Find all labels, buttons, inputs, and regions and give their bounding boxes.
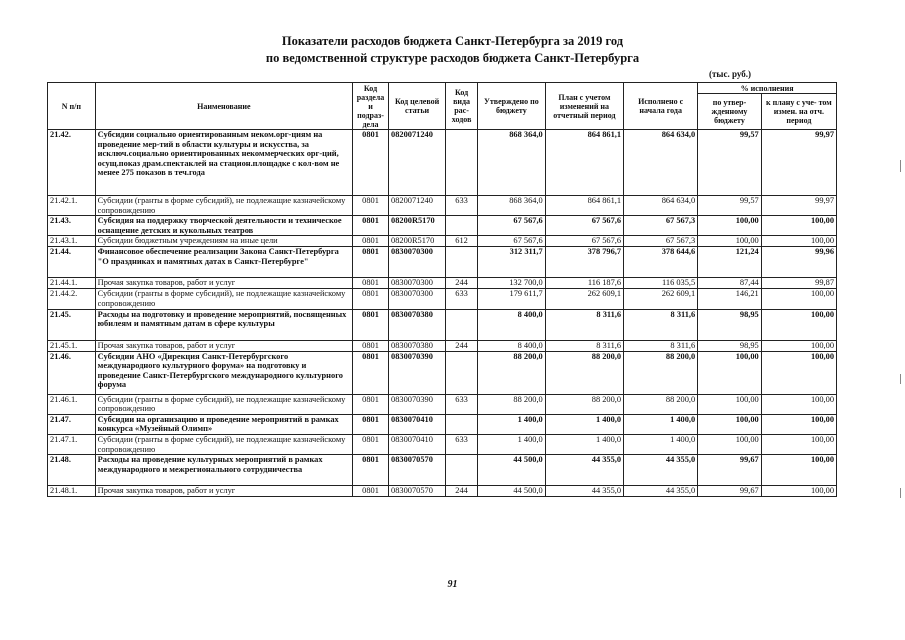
cell-section-code: 0801	[353, 434, 389, 454]
cell-approved: 44 500,0	[477, 455, 545, 486]
cell-pct-approved: 99,57	[698, 196, 762, 216]
cell-approved: 8 400,0	[477, 309, 545, 340]
cell-approved: 88 200,0	[477, 351, 545, 394]
cell-pct-approved: 100,00	[698, 236, 762, 247]
cell-section-code: 0801	[353, 394, 389, 414]
cell-name: Субсидия на поддержку творческой деятельности и техническое оснащение детских и кукольных театров	[95, 216, 352, 236]
table-row	[48, 130, 837, 196]
cell-executed: 262 609,1	[624, 289, 698, 309]
cell-pct-plan: 100,00	[761, 216, 836, 236]
cell-section-code: 0801	[353, 247, 389, 278]
cell-type-code	[446, 309, 478, 340]
table-row	[48, 289, 837, 309]
header-executed: Исполнено с начала года	[624, 83, 698, 130]
cell-section-code: 0801	[353, 455, 389, 486]
cell-section-code: 0801	[353, 289, 389, 309]
document-title	[0, 33, 905, 67]
table-body	[48, 130, 837, 497]
cell-name: Расходы на проведение культурных мероприятий в рамках международного и межрегионального сотрудничества	[95, 455, 352, 486]
cell-section-code: 0801	[353, 216, 389, 236]
cell-target-code: 0830070410	[389, 414, 446, 434]
cell-type-code: 244	[446, 486, 478, 497]
cell-type-code: 633	[446, 196, 478, 216]
cell-plan: 378 796,7	[545, 247, 623, 278]
cell-executed: 44 355,0	[624, 486, 698, 497]
cell-executed: 8 311,6	[624, 309, 698, 340]
table-row	[48, 414, 837, 434]
cell-pct-plan: 99,97	[761, 196, 836, 216]
cell-type-code	[446, 247, 478, 278]
cell-name: Прочая закупка товаров, работ и услуг	[95, 340, 352, 351]
cell-executed: 67 567,3	[624, 236, 698, 247]
cell-executed: 378 644,6	[624, 247, 698, 278]
header-type-code: Код вида рас- ходов	[446, 83, 478, 130]
units-label: (тыс. руб.)	[709, 69, 751, 79]
table-row	[48, 309, 837, 340]
cell-pct-plan: 100,00	[761, 351, 836, 394]
cell-pct-approved: 121,24	[698, 247, 762, 278]
cell-approved: 67 567,6	[477, 236, 545, 247]
table-row	[48, 216, 837, 236]
header-pct-plan: к плану с уче- том измен. на отч. период	[761, 94, 836, 130]
cell-executed: 44 355,0	[624, 455, 698, 486]
cell-approved: 44 500,0	[477, 486, 545, 497]
cell-pct-plan: 100,00	[761, 414, 836, 434]
cell-approved: 868 364,0	[477, 196, 545, 216]
cell-plan: 88 200,0	[545, 394, 623, 414]
cell-section-code: 0801	[353, 486, 389, 497]
cell-type-code	[446, 351, 478, 394]
cell-section-code: 0801	[353, 278, 389, 289]
cell-plan: 116 187,6	[545, 278, 623, 289]
cell-section-code: 0801	[353, 340, 389, 351]
cell-name: Прочая закупка товаров, работ и услуг	[95, 486, 352, 497]
cell-pct-plan: 99,87	[761, 278, 836, 289]
cell-num: 21.46.1.	[48, 394, 96, 414]
cell-target-code: 0830070390	[389, 351, 446, 394]
cell-num: 21.42.	[48, 130, 96, 196]
cell-approved: 312 311,7	[477, 247, 545, 278]
margin-mark	[900, 488, 901, 498]
cell-plan: 88 200,0	[545, 351, 623, 394]
cell-pct-approved: 99,57	[698, 130, 762, 196]
header-approved: Утверждено по бюджету	[477, 83, 545, 130]
cell-target-code: 0830070380	[389, 340, 446, 351]
cell-plan: 67 567,6	[545, 216, 623, 236]
cell-section-code: 0801	[353, 414, 389, 434]
cell-approved: 67 567,6	[477, 216, 545, 236]
cell-executed: 1 400,0	[624, 414, 698, 434]
cell-pct-approved: 100,00	[698, 216, 762, 236]
cell-approved: 88 200,0	[477, 394, 545, 414]
cell-executed: 864 634,0	[624, 130, 698, 196]
cell-section-code: 0801	[353, 236, 389, 247]
table-row	[48, 434, 837, 454]
cell-num: 21.44.	[48, 247, 96, 278]
cell-type-code	[446, 216, 478, 236]
cell-pct-plan: 100,00	[761, 236, 836, 247]
cell-pct-plan: 100,00	[761, 309, 836, 340]
cell-pct-plan: 99,96	[761, 247, 836, 278]
cell-name: Субсидии (гранты в форме субсидий), не подлежащие казначейскому сопровождению	[95, 394, 352, 414]
cell-pct-plan: 100,00	[761, 434, 836, 454]
page-number: 91	[447, 579, 458, 590]
header-pct-approved: по утвер- жденному бюджету	[698, 94, 762, 130]
cell-name: Расходы на подготовку и проведение мероприятий, посвященных юбилеям и памятным датам в сфере культуры	[95, 309, 352, 340]
cell-plan: 864 861,1	[545, 130, 623, 196]
cell-num: 21.48.1.	[48, 486, 96, 497]
margin-mark	[900, 160, 901, 172]
cell-executed: 1 400,0	[624, 434, 698, 454]
cell-pct-approved: 100,00	[698, 351, 762, 394]
cell-plan: 8 311,6	[545, 309, 623, 340]
cell-num: 21.44.1.	[48, 278, 96, 289]
header-percent-group: % исполнения	[698, 83, 837, 94]
cell-type-code: 633	[446, 289, 478, 309]
cell-plan: 1 400,0	[545, 414, 623, 434]
cell-num: 21.45.	[48, 309, 96, 340]
cell-plan: 44 355,0	[545, 455, 623, 486]
cell-section-code: 0801	[353, 196, 389, 216]
cell-pct-approved: 100,00	[698, 414, 762, 434]
cell-executed: 88 200,0	[624, 351, 698, 394]
table-row	[48, 196, 837, 216]
cell-num: 21.48.	[48, 455, 96, 486]
header-target-code: Код целевой статьи	[389, 83, 446, 130]
cell-executed: 88 200,0	[624, 394, 698, 414]
cell-num: 21.45.1.	[48, 340, 96, 351]
cell-plan: 44 355,0	[545, 486, 623, 497]
header-name: Наименование	[95, 83, 352, 130]
cell-approved: 1 400,0	[477, 434, 545, 454]
cell-num: 21.44.2.	[48, 289, 96, 309]
cell-plan: 8 311,6	[545, 340, 623, 351]
cell-target-code: 0830070300	[389, 278, 446, 289]
cell-pct-approved: 87,44	[698, 278, 762, 289]
cell-target-code: 0830070380	[389, 309, 446, 340]
cell-target-code: 0820071240	[389, 130, 446, 196]
cell-pct-approved: 98,95	[698, 340, 762, 351]
cell-name: Финансовое обеспечение реализации Закона Санкт-Петербурга "О праздниках и памятных датах в Санкт-Петербурге"	[95, 247, 352, 278]
table-row	[48, 351, 837, 394]
header-plan: План с учетом изменений на отчетный период	[545, 83, 623, 130]
table-row	[48, 394, 837, 414]
cell-pct-approved: 98,95	[698, 309, 762, 340]
header-num: N п/п	[48, 83, 96, 130]
cell-target-code: 0820071240	[389, 196, 446, 216]
table-row	[48, 236, 837, 247]
cell-num: 21.43.1.	[48, 236, 96, 247]
cell-approved: 179 611,7	[477, 289, 545, 309]
cell-name: Субсидии социально ориентированным неком.орг-циям на проведение мер-тий в области культуры и искусства, за исключ.социально ориентированных некоммерческих орг-ций, осущ.показ драм.спектаклей на стацион.площадке с кол-вом не менее 275 показов в теч.года	[95, 130, 352, 196]
cell-plan: 864 861,1	[545, 196, 623, 216]
cell-type-code	[446, 455, 478, 486]
cell-num: 21.43.	[48, 216, 96, 236]
cell-type-code: 633	[446, 434, 478, 454]
cell-pct-approved: 99,67	[698, 455, 762, 486]
cell-approved: 1 400,0	[477, 414, 545, 434]
cell-name: Субсидии АНО «Дирекция Санкт-Петербургского международного культурного форума» на подготовку и проведение Санкт-Петербургского международного культурного форума	[95, 351, 352, 394]
cell-name: Субсидии (гранты в форме субсидий), не подлежащие казначейскому сопровождению	[95, 289, 352, 309]
cell-target-code: 0830070300	[389, 247, 446, 278]
cell-pct-plan: 100,00	[761, 340, 836, 351]
table-row	[48, 278, 837, 289]
cell-pct-approved: 100,00	[698, 434, 762, 454]
table-row	[48, 486, 837, 497]
cell-num: 21.46.	[48, 351, 96, 394]
cell-target-code: 0830070300	[389, 289, 446, 309]
margin-mark	[900, 374, 901, 384]
cell-pct-plan: 100,00	[761, 394, 836, 414]
cell-name: Субсидии (гранты в форме субсидий), не подлежащие казначейскому сопровождению	[95, 434, 352, 454]
cell-name: Прочая закупка товаров, работ и услуг	[95, 278, 352, 289]
cell-num: 21.47.1.	[48, 434, 96, 454]
cell-executed: 864 634,0	[624, 196, 698, 216]
table-row	[48, 247, 837, 278]
cell-plan: 67 567,6	[545, 236, 623, 247]
cell-num: 21.42.1.	[48, 196, 96, 216]
cell-type-code: 612	[446, 236, 478, 247]
cell-section-code: 0801	[353, 130, 389, 196]
cell-name: Субсидии (гранты в форме субсидий), не подлежащие казначейскому сопровождению	[95, 196, 352, 216]
header-section-code: Код раздела и подраз- дела	[353, 83, 389, 130]
cell-target-code: 0830070570	[389, 486, 446, 497]
cell-target-code: 0830070410	[389, 434, 446, 454]
cell-type-code: 244	[446, 340, 478, 351]
cell-pct-plan: 99,97	[761, 130, 836, 196]
cell-pct-plan: 100,00	[761, 289, 836, 309]
cell-pct-plan: 100,00	[761, 455, 836, 486]
cell-pct-plan: 100,00	[761, 486, 836, 497]
cell-target-code: 08200R5170	[389, 216, 446, 236]
cell-executed: 8 311,6	[624, 340, 698, 351]
cell-target-code: 0830070390	[389, 394, 446, 414]
cell-approved: 132 700,0	[477, 278, 545, 289]
title-line-1: Показатели расходов бюджета Санкт-Петербурга за 2019 год	[281, 34, 624, 48]
cell-target-code: 0830070570	[389, 455, 446, 486]
cell-pct-approved: 99,67	[698, 486, 762, 497]
title-line-2: по ведомственной структуре расходов бюджета Санкт-Петербурга	[265, 51, 640, 65]
cell-num: 21.47.	[48, 414, 96, 434]
cell-target-code: 08200R5170	[389, 236, 446, 247]
cell-approved: 868 364,0	[477, 130, 545, 196]
cell-name: Субсидии бюджетным учреждениям на иные цели	[95, 236, 352, 247]
cell-section-code: 0801	[353, 351, 389, 394]
table-row	[48, 455, 837, 486]
cell-executed: 67 567,3	[624, 216, 698, 236]
cell-section-code: 0801	[353, 309, 389, 340]
budget-table	[47, 82, 837, 497]
cell-approved: 8 400,0	[477, 340, 545, 351]
cell-name: Субсидии на организацию и проведение мероприятий в рамках конкурса «Музейный Олимп»	[95, 414, 352, 434]
cell-pct-approved: 100,00	[698, 394, 762, 414]
cell-type-code	[446, 130, 478, 196]
cell-plan: 1 400,0	[545, 434, 623, 454]
cell-plan: 262 609,1	[545, 289, 623, 309]
cell-pct-approved: 146,21	[698, 289, 762, 309]
cell-type-code: 633	[446, 394, 478, 414]
cell-executed: 116 035,5	[624, 278, 698, 289]
cell-type-code: 244	[446, 278, 478, 289]
cell-type-code	[446, 414, 478, 434]
table-row	[48, 340, 837, 351]
